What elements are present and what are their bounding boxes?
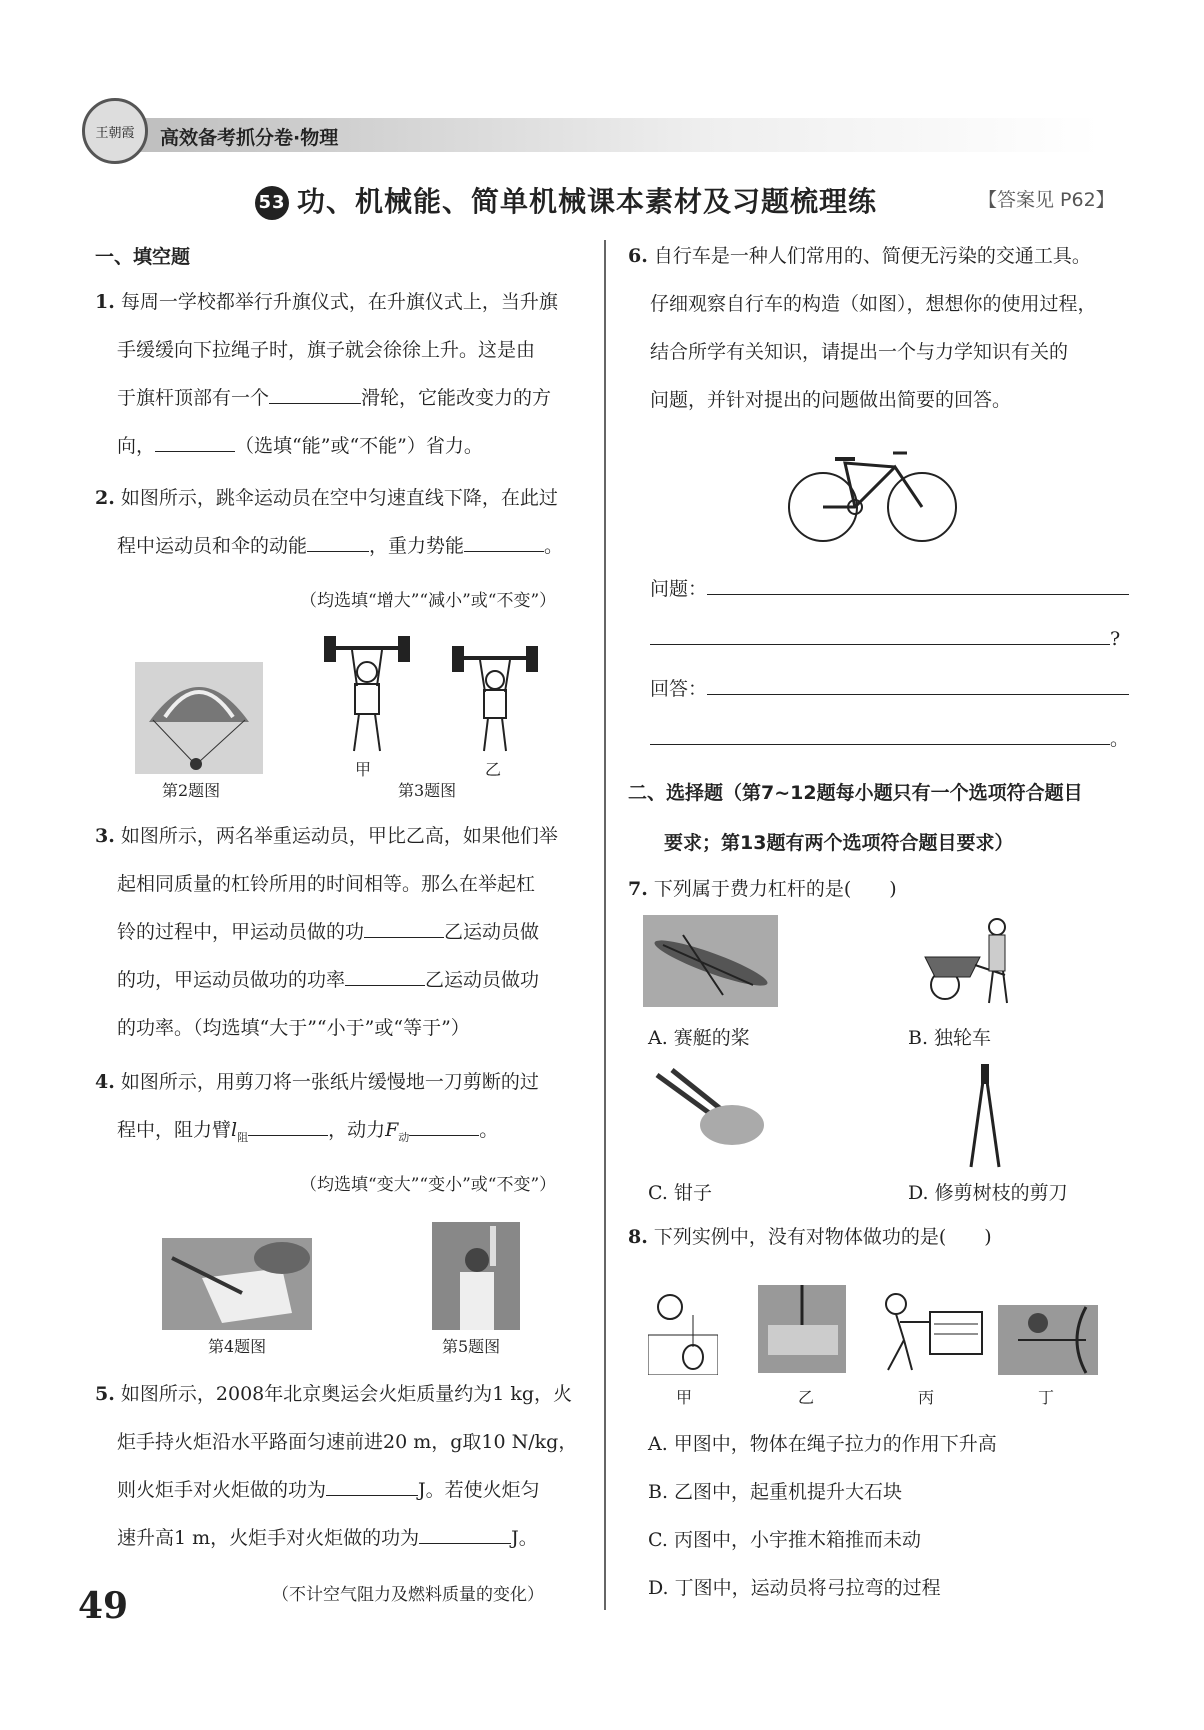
q4-blank1[interactable] [248,1118,328,1136]
torchbearer-photo [432,1222,520,1330]
q6-line3: 结合所学有关知识，请提出一个与力学知识有关的 [650,341,1069,363]
title-number: 53 [255,186,289,220]
column-divider [604,240,606,1610]
problem-blank[interactable] [707,577,1129,595]
problem-end: ? [1110,628,1121,650]
answer-blank[interactable] [707,677,1129,695]
pliers-photo [652,1065,767,1155]
fig4-caption: 第4题图 [208,1337,267,1356]
q5-line4a: 速升高1 m，火炬手对火炬做的功为 [117,1527,420,1549]
q4-line1: 如图所示，用剪刀将一张纸片缓慢地一刀剪断的过 [120,1071,539,1093]
fig-bing-push-box [868,1290,986,1375]
q4-number: 4. [95,1071,115,1093]
q1-line4a: 向， [117,435,156,457]
q7-option-a[interactable]: A. 赛艇的桨 [648,1027,750,1049]
q1-line2: 手缓缓向下拉绳子时，旗子就会徐徐上升。这是由 [117,339,536,361]
section-choice-2: 要求；第13题有两个选项符合题目要求） [664,832,1014,854]
q2-blank2[interactable] [464,534,544,552]
q4-blank2[interactable] [409,1118,479,1136]
q4-line2a: 程中，阻力臂 [117,1119,232,1141]
q8-label-jia: 甲 [676,1388,693,1407]
q3-line1: 如图所示，两名举重运动员，甲比乙高，如果他们举 [120,825,558,847]
fig2-caption: 第2题图 [162,781,221,800]
q4-note: （均选填“变大”“变小”或“不变”） [300,1175,557,1195]
fig-ding-archer [998,1305,1098,1375]
q8-label-yi: 乙 [798,1388,815,1407]
question-2 [95,474,563,570]
q1-line3a: 于旗杆顶部有一个 [117,387,270,409]
q2-line2b: ，重力势能 [369,535,465,557]
q5-line1: 如图所示，2008年北京奥运会火炬质量约为1 kg，火 [120,1383,573,1405]
q8-number: 8. [628,1226,648,1248]
title-text: 功、机械能、简单机械课本素材及习题梳理练 [297,185,878,218]
q8-option-b[interactable]: B. 乙图中，起重机提升大石块 [648,1481,903,1503]
answer-blank-2[interactable] [650,727,1110,745]
q5-line4b: J。 [511,1527,538,1549]
section-choice: 二、选择题（第7~12题每小题只有一个选项符合题目 [628,782,1083,804]
q2-blank1[interactable] [307,534,369,552]
q2-line1: 如图所示，跳伞运动员在空中匀速直线下降，在此过 [120,487,558,509]
q2-line2a: 程中运动员和伞的动能 [117,535,308,557]
q6-line4: 问题，并针对提出的问题做出简要的回答。 [650,389,1012,411]
q1-blank1[interactable] [269,386,361,404]
q5-blank2[interactable] [419,1526,511,1544]
q1-line4b: （选填“能”或“不能”）省力。 [235,435,483,457]
fig-jia-pulley [648,1285,718,1375]
pruning-shears-figure [965,1062,1005,1172]
q3-line3b: 乙运动员做 [444,921,540,943]
weightlifter-yi [450,646,540,756]
page-number: 49 [78,1585,129,1627]
q1-blank2[interactable] [155,434,235,452]
parachute-figure [135,662,263,774]
question-1 [95,278,558,470]
q8-label-bing: 丙 [918,1388,935,1407]
wheelbarrow-figure [915,915,1015,1007]
fig-yi-crane [758,1285,846,1373]
rowing-photo [643,915,778,1007]
q6-line1: 自行车是一种人们常用的、简便无污染的交通工具。 [653,245,1091,267]
q3-line4b: 乙运动员做功 [425,969,540,991]
q4-f-symbol: F [385,1119,399,1141]
answer-label: 回答： [650,678,708,700]
q5-blank1[interactable] [326,1478,418,1496]
weightlifter-jia [322,636,412,756]
q5-note: （不计空气阻力及燃料质量的变化） [272,1585,544,1605]
answer-end: 。 [1110,728,1130,750]
q3-line4a: 的功，甲运动员做功的功率 [117,969,346,991]
question-8 [628,1213,992,1261]
q3-blank2[interactable] [345,968,425,986]
q4-line2b: ，动力 [328,1119,386,1141]
q8-options [648,1420,997,1612]
q6-line2: 仔细观察自行车的构造（如图），想想你的使用过程， [650,293,1097,315]
scissors-photo [162,1238,312,1330]
question-4 [95,1058,539,1162]
fig3-caption: 第3题图 [398,781,457,800]
q2-number: 2. [95,487,115,509]
q2-note: （均选填“增大”“减小”或“不变”） [300,591,557,611]
q5-line2: 炬手持火炬沿水平路面匀速前进20 m，g取10 N/kg， [117,1431,578,1453]
problem-line-2 [650,615,1120,663]
q7-option-c[interactable]: C. 钳子 [648,1182,712,1204]
q7-option-b[interactable]: B. 独轮车 [908,1027,992,1049]
q6-number: 6. [628,245,648,267]
problem-label: 问题： [650,578,708,600]
q7-option-d[interactable]: D. 修剪树枝的剪刀 [908,1182,1068,1204]
bicycle-figure [785,445,960,545]
q5-line3b: J。若使火炬匀 [418,1479,540,1501]
q1-line3b: 滑轮，它能改变力的方 [361,387,552,409]
problem-blank-2[interactable] [650,627,1110,645]
question-7 [628,865,897,913]
question-5 [95,1370,577,1562]
q3-blank1[interactable] [364,920,444,938]
q8-option-d[interactable]: D. 丁图中，运动员将弓拉弯的过程 [648,1577,941,1599]
logo [82,98,148,164]
q1-line1: 每周一学校都举行升旗仪式，在升旗仪式上，当升旗 [120,291,558,313]
q8-option-c[interactable]: C. 丙图中，小宇推木箱推而未动 [648,1529,921,1551]
q5-line3a: 则火炬手对火炬做的功为 [117,1479,327,1501]
question-3 [95,812,558,1052]
problem-line [650,565,1129,613]
q3-line2: 起相同质量的杠铃所用的时间相等。那么在举起杠 [117,873,536,895]
q3-number: 3. [95,825,115,847]
answer-reference: 【答案见 P62】 [978,189,1115,211]
page-title [255,180,877,220]
q8-text: 下列实例中，没有对物体做功的是( ) [653,1226,992,1248]
q8-option-a[interactable]: A. 甲图中，物体在绳子拉力的作用下升高 [648,1433,997,1455]
q3-line3a: 铃的过程中，甲运动员做的功 [117,921,365,943]
q8-label-ding: 丁 [1038,1388,1055,1407]
logo-text: 王朝霞 [95,125,135,141]
q7-number: 7. [628,878,648,900]
q5-number: 5. [95,1383,115,1405]
q7-text: 下列属于费力杠杆的是( ) [653,878,897,900]
q4-f-sub: 动 [398,1130,410,1144]
section-fill-in: 一、填空题 [95,246,191,268]
q4-l-sub: 阻 [237,1130,249,1144]
q2-line2c: 。 [544,535,564,557]
q4-line2c: 。 [479,1119,499,1141]
fig5-caption: 第5题图 [442,1337,501,1356]
q3-line5: 的功率。（均选填“大于”“小于”或“等于”） [117,1017,470,1039]
question-6 [628,232,1097,424]
answer-line [650,665,1129,713]
label-jia: 甲 [355,760,372,779]
series-title: 高效备考抓分卷·物理 [160,127,339,149]
q1-number: 1. [95,291,115,313]
answer-line-2 [650,715,1129,763]
label-yi: 乙 [485,760,502,779]
q4-l-symbol: l [231,1119,238,1141]
